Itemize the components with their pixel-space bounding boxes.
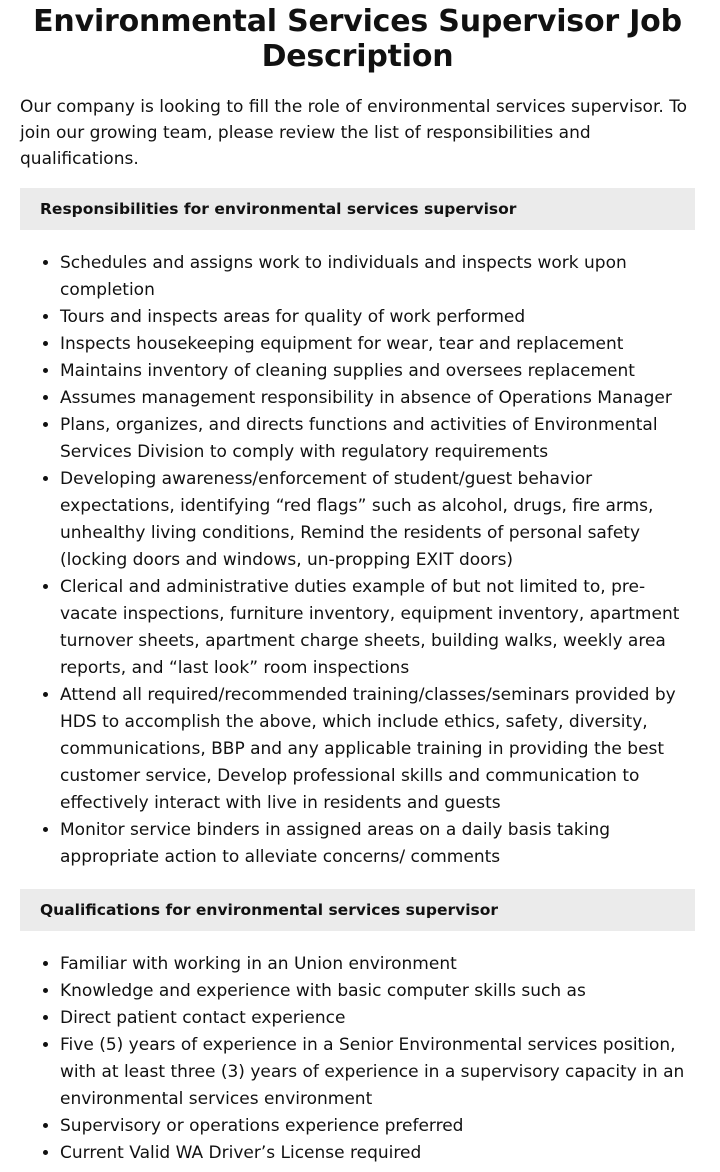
responsibilities-heading — [20, 188, 695, 230]
list-item: • Current Valid WA Driver’s License required — [60, 1140, 695, 1167]
qualifications-list — [20, 951, 695, 1167]
list-item: • Knowledge and experience with basic computer skills such as — [60, 978, 695, 1005]
list-item: • Attend all required/recommended training/classes/seminars provided by HDS to accomplish the above, which include ethics, safety, diversity, communications, BBP and any applicable training in providing the best customer service, Develop professional skills and communication to effectively interact with live in residents and guests — [60, 682, 695, 817]
list-item: • Schedules and assigns work to individuals and inspects work upon completion — [60, 250, 695, 304]
list-item: • Tours and inspects areas for quality of work performed — [60, 304, 695, 331]
list-item: • Assumes management responsibility in absence of Operations Manager — [60, 385, 695, 412]
list-item: • Developing awareness/enforcement of student/guest behavior expectations, identifying “red flags” such as alcohol, drugs, fire arms, unhealthy living conditions, Remind the residents of personal safety (locking doors and windows, un-propping EXIT doors) — [60, 466, 695, 574]
responsibilities-list — [20, 250, 695, 871]
list-item: • Clerical and administrative duties example of but not limited to, pre-vacate inspections, furniture inventory, equipment inventory, apartment turnover sheets, apartment charge sheets, building walks, weekly area reports, and “last look” room inspections — [60, 574, 695, 682]
list-item: • Monitor service binders in assigned areas on a daily basis taking appropriate action to alleviate concerns/ comments — [60, 817, 695, 871]
intro-paragraph: Our company is looking to fill the role of environmental services supervisor. To join our growing team, please review the list of responsibilities and qualifications. — [20, 97, 688, 169]
list-item: • Five (5) years of experience in a Senior Environmental services position, with at least three (3) years of experience in a supervisory capacity in an environmental services environment — [60, 1032, 695, 1113]
qualifications-heading-text: Qualifications for environmental services supervisor — [40, 901, 499, 919]
responsibilities-heading-text: Responsibilities for environmental services supervisor — [40, 200, 517, 218]
list-item: • Inspects housekeeping equipment for wear, tear and replacement — [60, 331, 695, 358]
page-title: Environmental Services Supervisor Job Description — [33, 4, 682, 74]
qualifications-heading — [20, 889, 695, 931]
list-item: • Plans, organizes, and directs functions and activities of Environmental Services Division to comply with regulatory requirements — [60, 412, 695, 466]
list-item: • Familiar with working in an Union environment — [60, 951, 695, 978]
list-item: • Supervisory or operations experience preferred — [60, 1113, 695, 1140]
list-item: • Maintains inventory of cleaning supplies and oversees replacement — [60, 358, 695, 385]
list-item: • Direct patient contact experience — [60, 1005, 695, 1032]
